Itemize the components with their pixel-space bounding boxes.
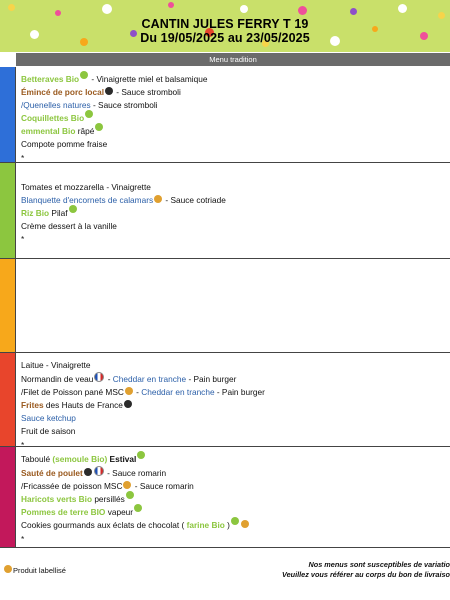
bio-icon: [80, 71, 88, 79]
menu-text: Betteraves Bio: [21, 74, 80, 84]
menu-line: [21, 181, 446, 194]
menu-text: Cookies gourmands aux éclats de chocolat (: [21, 520, 187, 531]
confetti-dot: [398, 4, 407, 13]
menu-line: [21, 372, 446, 386]
menu-line: [21, 73, 446, 86]
day-color-stripe: [0, 259, 15, 352]
bio-icon: [69, 205, 77, 213]
day-row-monday: [0, 67, 450, 163]
menu-text: - Sauce stromboli: [90, 100, 158, 111]
menu-text: (semoule Bio): [52, 454, 108, 464]
day-row-thursday: [0, 353, 450, 450]
menu-text: Cheddar en tranche: [112, 374, 187, 385]
bio-icon: [231, 517, 239, 525]
menu-line: [21, 138, 446, 151]
confetti-dot: [102, 4, 112, 14]
menu-line: [21, 493, 446, 506]
menu-text: Tomates et mozzarella: [21, 182, 105, 192]
menu-text: Sauce ketchup: [21, 413, 76, 424]
bio-icon: [126, 491, 134, 499]
menu-line: [21, 99, 446, 112]
local-product-icon: [105, 87, 113, 95]
menu-line: [21, 412, 446, 425]
menu-text: - Pain burger: [214, 387, 265, 398]
confetti-dot: [240, 5, 248, 13]
label-icon: [241, 520, 249, 528]
french-flag-icon: [94, 372, 104, 382]
day-menu: [21, 181, 446, 246]
menu-line: [21, 220, 446, 233]
menu-text: Frites: [21, 400, 44, 411]
menu-text: persillés: [92, 494, 125, 505]
day-row-tuesday: [0, 163, 450, 259]
divider: [15, 353, 16, 446]
footer-note: [150, 560, 450, 579]
menu-line: [21, 399, 446, 412]
menu-text: emmental Bio: [21, 126, 76, 137]
legend-text: Produit labellisé: [13, 566, 66, 575]
day-menu: [21, 73, 446, 165]
menu-text: Sauté de poulet: [21, 468, 83, 479]
day-row-wednesday: [0, 259, 450, 353]
menu-text: Cheddar en tranche: [141, 387, 215, 398]
local-product-icon: [84, 468, 92, 476]
menu-line: [21, 112, 446, 125]
legend: [3, 565, 66, 575]
menu-text: *: [21, 152, 25, 163]
menu-line: [21, 207, 446, 220]
menu-text: - Sauce romarin: [104, 468, 167, 479]
menu-title: CANTIN JULES FERRY T 19: [141, 17, 309, 31]
day-menu: [21, 453, 446, 546]
column-header: Menu tradition: [16, 53, 450, 66]
menu-line: [21, 86, 446, 99]
menu-text: *: [21, 533, 25, 544]
label-icon: [4, 565, 12, 573]
menu-line: [21, 359, 446, 372]
menu-line: [21, 125, 446, 138]
menu-text: vapeur: [105, 507, 134, 518]
menu-text: Taboulé: [21, 454, 53, 464]
menu-text: Pommes de terre BIO: [21, 507, 106, 518]
label-icon: [154, 195, 162, 203]
day-row-friday: [0, 447, 450, 548]
menu-line: [21, 519, 446, 532]
confetti-dot: [168, 2, 174, 8]
divider: [15, 447, 16, 547]
day-color-stripe: [0, 447, 15, 547]
menu-text: Fruit de saison: [21, 426, 76, 437]
menu-text: Blanquette d'encornets de calamars: [21, 195, 154, 206]
menu-text: -: [105, 374, 113, 385]
menu-text: /Filet de Poisson pané MSC: [21, 387, 124, 398]
confetti-dot: [55, 10, 61, 16]
menu-text: - Sauce romarin: [132, 481, 194, 492]
menu-text: Coquillettes Bio: [21, 113, 85, 124]
menu-line: [21, 425, 446, 438]
menu-text: - Pain burger: [186, 374, 237, 385]
menu-text: Émincé de porc local: [21, 87, 104, 98]
menu-text: /Quenelles natures: [21, 100, 91, 111]
menu-text: Laitue - Vinaigrette: [21, 360, 91, 370]
day-color-stripe: [0, 163, 15, 258]
day-color-stripe: [0, 67, 15, 162]
menu-text: Crème dessert à la vanille: [21, 221, 117, 232]
day-color-stripe: [0, 353, 15, 446]
menu-line: [21, 194, 446, 207]
menu-text: Estival: [107, 454, 137, 464]
menu-text: Haricots verts Bio: [21, 494, 93, 505]
confetti-dot: [350, 8, 357, 15]
label-icon: [125, 387, 133, 395]
local-product-icon: [124, 400, 132, 408]
bio-icon: [85, 110, 93, 118]
menu-text: - Vinaigrette miel et balsamique: [89, 74, 208, 84]
french-flag-icon: [94, 466, 104, 476]
bio-icon: [134, 504, 142, 512]
menu-line: [21, 480, 446, 493]
menu-line: [21, 466, 446, 480]
footer-note-line1: Nos menus sont susceptibles de variatio: [308, 560, 450, 569]
menu-text: râpé: [75, 126, 95, 137]
menu-text: - Sauce cotriade: [163, 195, 226, 206]
menu-line: [21, 386, 446, 399]
menu-text: *: [21, 234, 25, 245]
bio-icon: [95, 123, 103, 131]
menu-text: des Hauts de France: [43, 400, 123, 411]
menu-text: Pilaf: [49, 208, 68, 219]
menu-text: /Fricassée de poisson MSC: [21, 481, 123, 492]
menu-text: *: [21, 439, 25, 450]
menu-text: Compote pomme fraise: [21, 139, 108, 150]
confetti-dot: [8, 4, 15, 11]
menu-line: [21, 233, 446, 246]
menu-text: - Vinaigrette: [104, 182, 151, 192]
day-menu: [21, 359, 446, 452]
footer-note-line2: Veuillez vous référer au corps du bon de livraiso: [281, 569, 450, 579]
menu-text: Normandin de veau: [21, 374, 94, 385]
menu-text: farine Bio: [186, 520, 225, 531]
divider: [15, 67, 16, 162]
divider: [15, 163, 16, 258]
menu-text: ): [224, 520, 230, 531]
label-icon: [123, 481, 131, 489]
menu-line: [21, 533, 446, 546]
confetti-dot: [298, 6, 307, 15]
menu-text: -: [133, 387, 142, 398]
menu-text: Riz Bio: [21, 208, 50, 219]
menu-date-range: Du 19/05/2025 au 23/05/2025: [140, 31, 310, 45]
menu-text: - Sauce stromboli: [114, 87, 181, 98]
header-banner: [0, 0, 450, 52]
bio-icon: [137, 451, 145, 459]
divider: [15, 259, 16, 352]
menu-line: [21, 453, 446, 466]
